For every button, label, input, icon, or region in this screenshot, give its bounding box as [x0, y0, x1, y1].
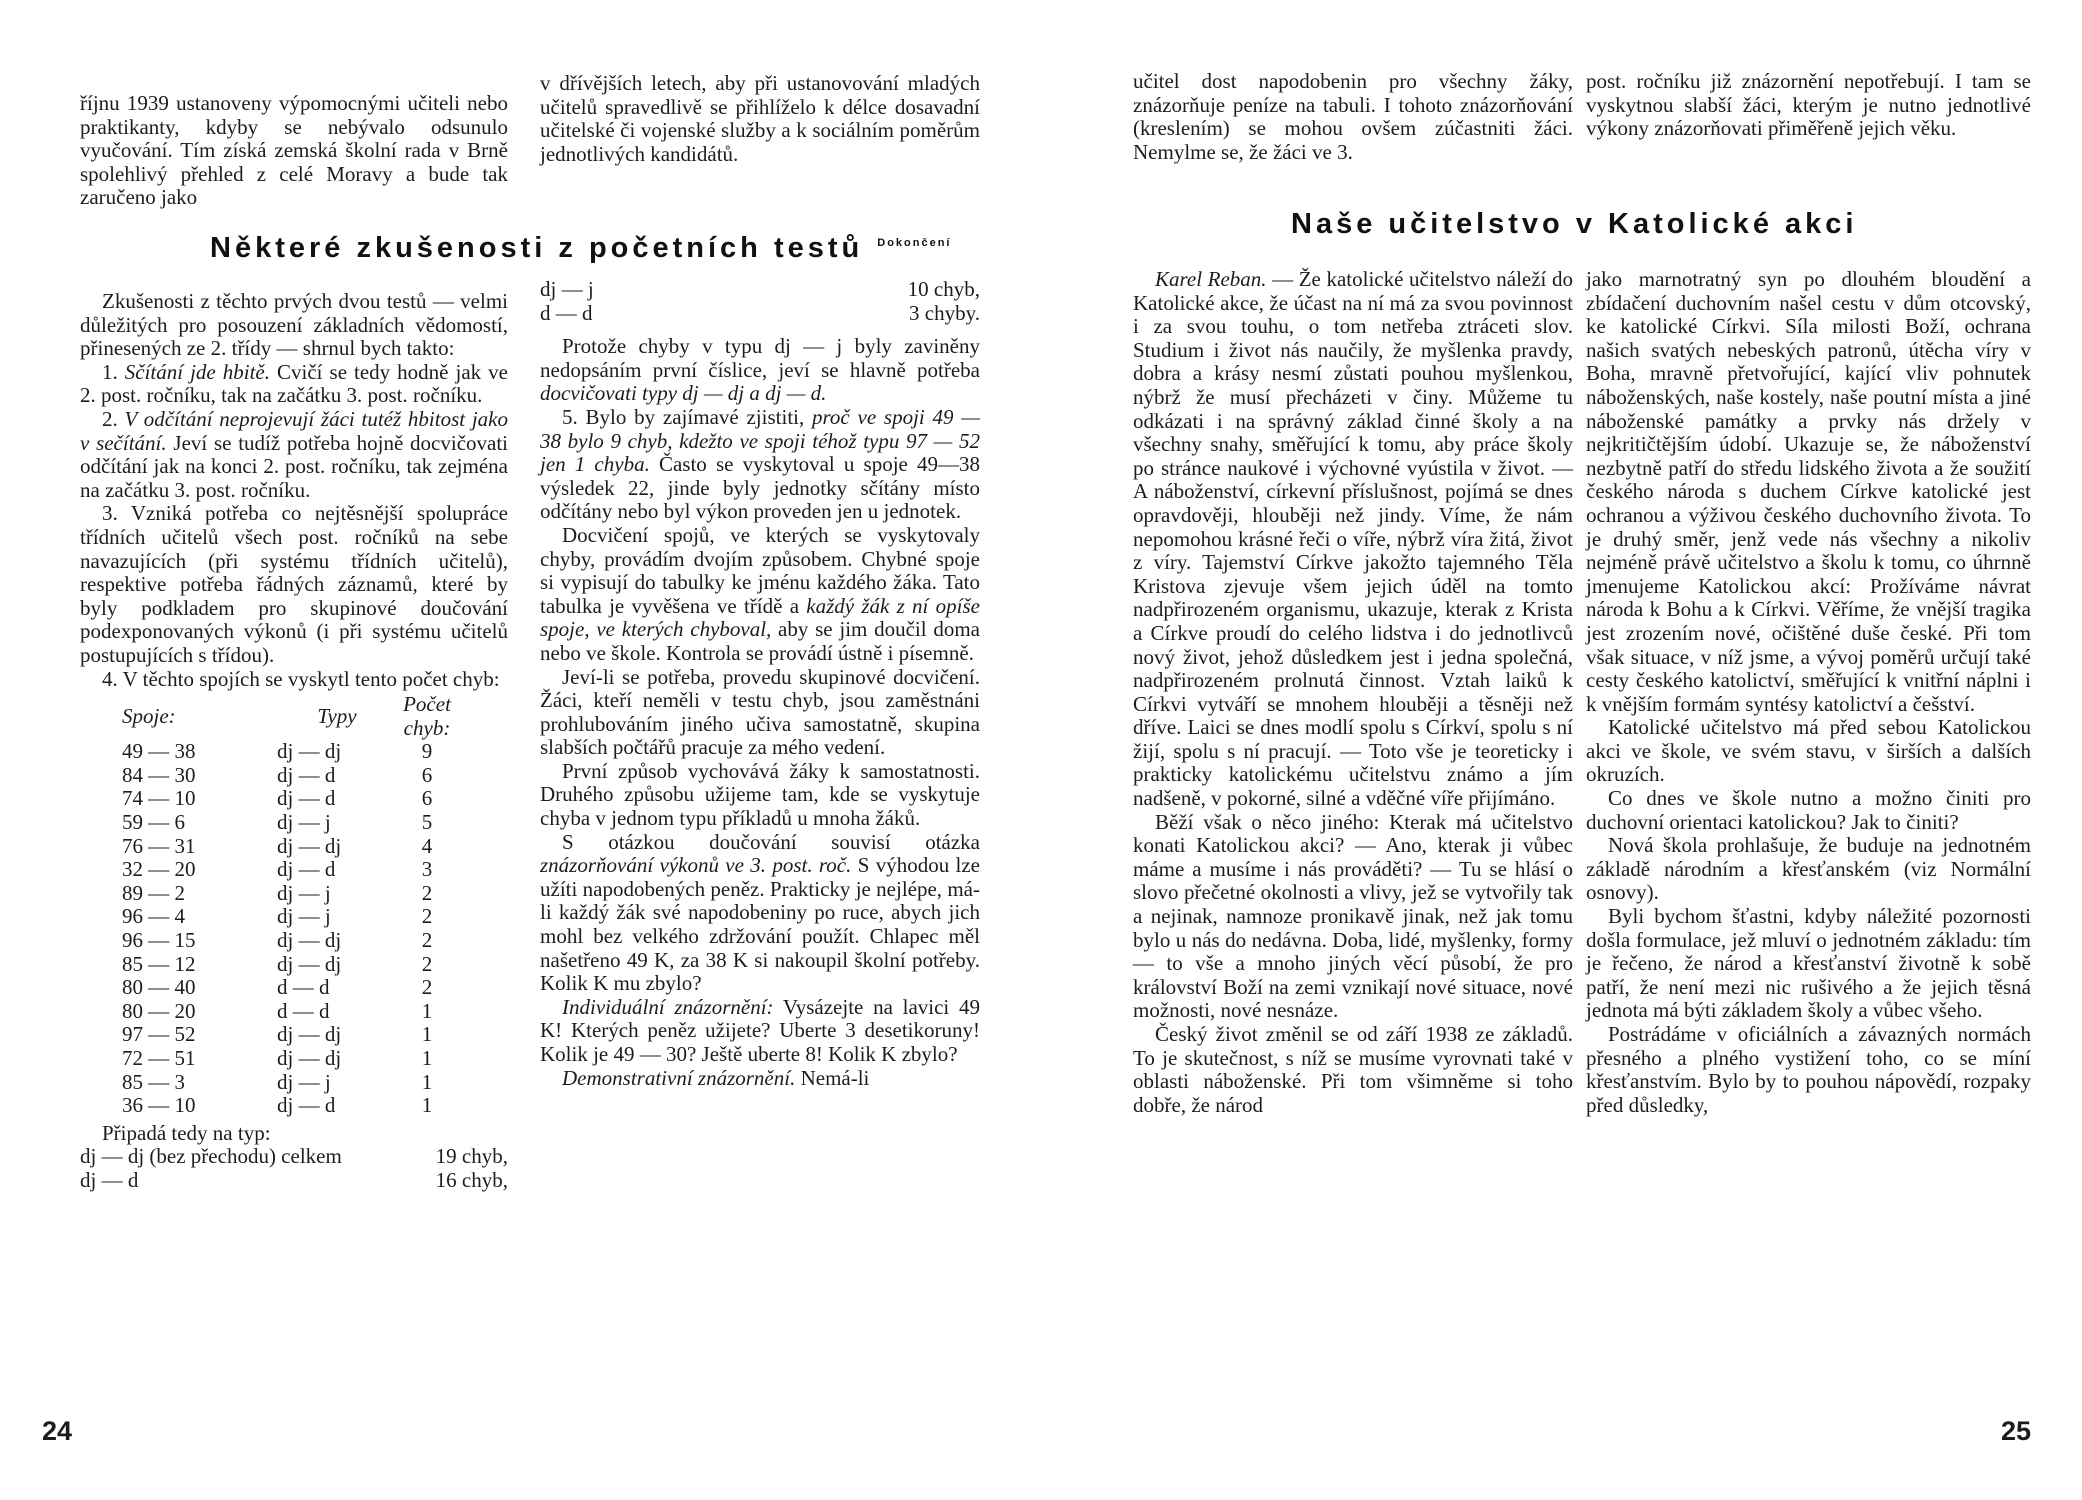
pocet-cell: 1 — [421, 1022, 433, 1047]
page-number-right: 25 — [2001, 1416, 2032, 1446]
paragraph: 2. V odčítání neprojevují žáci tutéž hbitost jako v sečítání. Jeví se tudíž potřeba hojně docvičovati odčítání jak na konci 2. post. ročníku, tak zejména na začátku 3. post. ročníku. — [80, 406, 509, 502]
table-row — [122, 787, 457, 811]
spoj-cell: 96 — 15 — [122, 928, 196, 953]
pocet-cell: 6 — [421, 762, 433, 787]
left-col1 — [80, 290, 508, 1193]
pocet-cell: 2 — [421, 975, 433, 1000]
spoj-cell: 85 — 3 — [122, 1069, 185, 1094]
table-row — [122, 1000, 457, 1024]
spoj-cell: 36 — 10 — [122, 1093, 196, 1118]
table-row — [122, 882, 457, 906]
typ-cell: dj — j — [277, 880, 331, 905]
typ-cell: dj — dj — [277, 928, 342, 953]
pocet-cell: 1 — [421, 998, 433, 1023]
summary-row: d — d 3 chyby. — [540, 300, 980, 325]
typ-cell: dj — dj — [277, 951, 342, 976]
paragraph: Jeví-li se potřeba, provedu skupinové docvičení. Žáci, kteří neměli v testu chyb, jsou zaměstnáni prohlubováním jiného učiva samostatně, skupina slabších počtářů pracuje za mého vedení. — [540, 664, 980, 760]
pocet-cell: 2 — [421, 928, 433, 953]
table-row — [122, 1094, 457, 1118]
paragraph: Nová škola prohlašuje, že buduje na jednotném základě národním a křesťanském (viz Normální osnovy). — [1586, 833, 2031, 905]
paragraph: Demonstrativní znázornění. Nemá-li — [562, 1065, 870, 1090]
typ-cell: dj — d — [277, 857, 336, 882]
summary-row: dj — dj (bez přechodu) celkem 19 chyb, — [80, 1144, 508, 1169]
typ-cell: dj — dj — [277, 739, 342, 764]
table-row — [122, 953, 457, 977]
spoj-cell: 74 — 10 — [122, 786, 196, 811]
spoj-cell: 80 — 20 — [122, 998, 196, 1023]
typ-cell: dj — d — [277, 1093, 336, 1118]
table-row — [122, 929, 457, 953]
left-col1-intro: říjnu 1939 ustanoveny výpomocnými učiteli nebo praktikanty, kdyby se nebývalo odsunulo vyučování. Tím získá zemská školní rada v Brně spolehlivý přehled z celé Moravy a bude tak zaručeno jako — [80, 91, 508, 210]
table-row — [122, 858, 457, 882]
pocet-cell: 5 — [421, 810, 433, 835]
table-row — [122, 1023, 457, 1047]
summary-row: dj — j 10 chyb, — [540, 277, 980, 301]
paragraph: S otázkou doučování souvisí otázka znázorňování výkonů ve 3. post. roč. S výhodou lze užíti napodobených peněz. Prakticky je nejlépe, má-li každý žák své napodobeniny po ruce, abych jich mohl bez velkého zdržování použít. Chlapec měl našetřeno 49 K, za 38 K si nakoupil školní potřeby. Kolik K mu zbylo? — [540, 829, 981, 996]
spoj-cell: 97 — 52 — [122, 1022, 196, 1047]
page-number-left: 24 — [42, 1416, 73, 1446]
table-row — [122, 905, 457, 929]
table-row — [122, 1047, 457, 1071]
right-col2-intro: post. ročníku již znázornění nepotřebují. I tam se vyskytnou slabší žáci, kterým je nutno jednotlivé výkony znázorňovati přiměřeně jejich věku. — [1586, 69, 2031, 141]
spoj-cell: 32 — 20 — [122, 857, 196, 882]
typ-cell: d — d — [277, 998, 330, 1023]
pocet-cell: 4 — [421, 833, 433, 858]
spoj-cell: 72 — 51 — [122, 1046, 196, 1070]
paragraph: Docvičení spojů, ve kterých se vyskytovaly chyby, provádím dvojím způsobem. Chybné spoje si vypisují do tabulky ke jménu každého žáka. Tato tabulka je vyvěšena ve třídě a každý žák z ní opíše spoje, ve kterých chyboval, aby se jim doučil doma nebo ve škole. Kontrola se provádí ústně i písemně. — [540, 522, 980, 665]
spoj-cell: 96 — 4 — [122, 904, 185, 929]
typ-cell: dj — dj — [277, 1046, 342, 1070]
paragraph: 1. Sčítání jde hbitě. Cvičí se tedy hodně jak ve 2. post. ročníku, tak na začátku 3. post. ročníku. — [80, 359, 508, 408]
paragraph: 4. V těchto spojích se vyskytl tento počet chyb: — [102, 666, 500, 691]
left-col2 — [540, 278, 980, 1090]
pocet-cell: 2 — [421, 880, 433, 905]
paragraph: Karel Reban. — Že katolické učitelstvo náleží do Katolické akce, že účast na ní má za svou povinnost i za svou touhu, o tom netřeba ztráceti slov. Studium i život nás naučily, že myšlenka pravdy, dobra a krásy nesmí zůstati pouhou myšlenkou, nýbrž že musí přecházeti v činy. Můžeme tu odkázati i na správný základ činné školy a na všechny snahy, směřující k tomu, aby práce školy po stránce naukové i výchovné vyústila v život. — A náboženství, církevní příslušnost, pojímá se dnes opravdověji, hlouběji než jindy. Víme, že nám nepomohou krásné řeči o víře, nýbrž víra žitá, život z víry. Tajemství Církve jakožto tajemného Těla Kristova zjevuje všem jejich úděl na tomto nadpřirozeném organismu, ukazuje, kterak z Krista a Církve proudí do celého lidstva i do jednotlivců nový život, jehož důsledkem jest i jedna společná, nadpřirozeném prolnutá činnost. Vztah laiků k Církvi vytváří se mnohem hlouběji a těsněji než dříve. Laici se dnes modlí spolu s Církví, spolu s ní žijí, spolu s ní pracují. — Toto vše je teoreticky i prakticky katolickému učitelstvu známo a jím nadšeně, v pokorné, silné a vděčné víře přijímáno. — [1133, 267, 1573, 811]
typ-cell: d — d — [277, 975, 330, 1000]
errors-table — [122, 693, 457, 1118]
typ-cell: dj — d — [277, 762, 336, 787]
article-heading-tests — [210, 232, 951, 265]
spoj-cell: 49 — 38 — [122, 739, 196, 764]
paragraph: Český život změnil se od září 1938 ze základů. To je skutečnost, s níž se musíme vyrovnati také v oblasti náboženské. Při tom všimněme si toho dobře, že národ — [1133, 1022, 1573, 1117]
heading-continued-label: Dokončení — [877, 237, 952, 250]
pocet-cell: 1 — [421, 1069, 433, 1094]
table-row — [122, 740, 457, 764]
heading-text: Některé zkušenosti z početních testů — [210, 232, 864, 264]
typ-cell: dj — j — [277, 810, 331, 835]
table-header: Typy — [317, 703, 357, 728]
pocet-cell: 1 — [421, 1093, 433, 1118]
paragraph: Katolické učitelstvo má před sebou Katolickou akci ve škole, ve svém stavu, v širších a dalších okruzích. — [1586, 715, 2031, 787]
paragraph: Běží však o něco jiného: Kterak má učitelstvo konati Katolickou akci? — Ano, kterak ji vůbec máme a musíme i nás prováděti? — Tu se hlásí o slovo přečetné okolnosti a vlivy, jež se vytvořily tak a nejinak, namnoze pronikavě jinak, než jak tomu bylo u nás do nedávna. Doba, lidé, myšlenky, formy — to vše a mnoho jiných věcí působí, že pro království Boží na zemi vznikají nové situace, nové možnosti, nové nesnáze. — [1133, 809, 1573, 1023]
spoj-cell: 59 — 6 — [122, 810, 185, 835]
paragraph: První způsob vychovává žáky k samostatnosti. Druhého způsobu užijeme tam, kde se vyskytuje chyba v jednom typu příkladů u mnoha žáků. — [540, 758, 980, 831]
table-row — [122, 811, 457, 835]
typ-cell: dj — d — [277, 786, 336, 811]
table-row — [122, 764, 457, 788]
paragraph: Protože chyby v typu dj — j byly zaviněny nedopsáním první číslice, jeví se hlavně potřeba docvičovati typy dj — dj a dj — d. — [540, 334, 980, 406]
spoj-cell: 84 — 30 — [122, 762, 196, 787]
pocet-cell: 6 — [421, 786, 433, 811]
paragraph: jako marnotratný syn po dlouhém bloudění a zbídačení duchovním našel cestu v dům otcovský, ke katolické Církvi. Síla milosti Boží, ochrana našich svatých nebeských patronů, útěcha víry v Boha, mravně přetvořující, kající vliv pohnutek náboženských, naše kostely, naše poutní místa a jiné náboženské památky a prvky nás držely v nejkritičtějším údobí. Ukazuje se, že náboženství nezbytně patří do středu lidského života a že soužití českého národa s duchem Církve katolické jest ochranou a výživou českého duchovního života. To je druhý směr, jenž vede nás všechny a nikoliv nejméně právě učitelstvo a školu k tomu, co úhrnně jmenujeme Katolickou akcí: Prožíváme návrat národa k Bohu a k Církvi. Věříme, že vnější tragika jest zrozením nové, očištěné duše české. Při tom však situace, v níž jsme, a vývoj poměrů určují také cesty českého katolictví, směřující k vnitřní náplni i k vnějším formám syntésy katolictví a češství. — [1586, 267, 2031, 716]
summary-row: dj — d 16 chyb, — [80, 1167, 508, 1192]
right-col1 — [1133, 268, 1573, 1117]
paragraph: 3. Vzniká potřeba co nejtěsnější spolupráce třídních učitelů všech post. ročníků na sebe navazujících (při systému třídních učitelů), respektive potřeba řádných záznamů, které by byly podkladem pro skupinové doučování podexponovaných výkonů (i při systému učitelů postupujících s třídou). — [80, 501, 508, 667]
spoj-cell: 85 — 12 — [122, 951, 196, 976]
paragraph: Byli bychom šťastni, kdyby náležité pozornosti došla formulace, jež mluví o jednotném základu: tím je řečeno, že národ a křesťanství životně k sobě patří, že není mezi nic rušivého a že jejich těsná jednota má býti základem školy a vůbec všeho. — [1586, 904, 2031, 1023]
paragraph: Postrádáme v oficiálních a závazných normách přesného a plného vystižení toho, co se míní křesťanstvím. Bylo by to pouhou nápovědí, rozpaky před důsledky, — [1586, 1022, 2031, 1117]
table-header: Počet chyb: — [403, 692, 451, 740]
spoj-cell: 80 — 40 — [122, 975, 196, 1000]
right-col1-intro: učitel dost napodobenin pro všechny žáky, znázorňuje peníze na tabuli. I tohoto znázorňování (kreslením) se mohou ovšem zúčastniti žáci. Nemylme se, že žáci ve 3. — [1133, 69, 1573, 164]
table-row — [122, 1071, 457, 1095]
pocet-cell: 3 — [421, 857, 433, 882]
paragraph: Připadá tedy na typ: — [102, 1120, 271, 1145]
paragraph: 5. Bylo by zajímavé zjistiti, proč ve spoji 49 — 38 bylo 9 chyb, kdežto ve spoji téhož typu 97 — 52 jen 1 chyba. Často se vyskytoval u spoje 49—38 výsledek 22, jinde byly jednotky sčítány místo odčítány nebo byl výkon proveden jen u jednotek. — [540, 404, 980, 524]
spoj-cell: 89 — 2 — [122, 880, 185, 905]
paragraph: Co dnes ve škole nutno a možno činiti pro duchovní orientaci katolickou? Jak to činiti? — [1586, 786, 2031, 834]
typ-cell: dj — dj — [277, 1022, 342, 1047]
table-row — [122, 976, 457, 1000]
article-heading-catholic-action: Naše učitelstvo v Katolické akci — [1291, 208, 1858, 240]
pocet-cell: 9 — [421, 739, 433, 764]
paragraph: Zkušenosti z těchto prvých dvou testů — velmi důležitých pro posouzení základních vědomostí, přinesených ze 2. třídy — shrnul bych takto: — [80, 289, 508, 361]
right-col2 — [1586, 268, 2031, 1117]
pocet-cell: 1 — [421, 1046, 433, 1070]
author-name: Karel Reban. — [1155, 267, 1267, 291]
table-row — [122, 835, 457, 859]
typ-cell: dj — j — [277, 1069, 331, 1094]
pocet-cell: 2 — [421, 951, 433, 976]
pocet-cell: 2 — [421, 904, 433, 929]
typ-cell: dj — j — [277, 904, 331, 929]
typ-cell: dj — dj — [277, 833, 342, 858]
left-col2-intro: v dřívějších letech, aby při ustanovování mladých učitelů spravedlivě se přihlíželo k délce dosavadní učitelské či vojenské služby a k sociálním poměrům jednotlivých kandidátů. — [540, 71, 980, 166]
paragraph: Individuální znázornění: Vysázejte na lavici 49 K! Kterých peněz užijete? Uberte 3 desetikoruny! Kolik je 49 — 30? Ještě uberte 8! Kolik K zbylo? — [540, 994, 980, 1066]
spoj-cell: 76 — 31 — [122, 833, 196, 858]
table-header: Spoje: — [122, 703, 176, 728]
right-page — [1041, 0, 2082, 1500]
